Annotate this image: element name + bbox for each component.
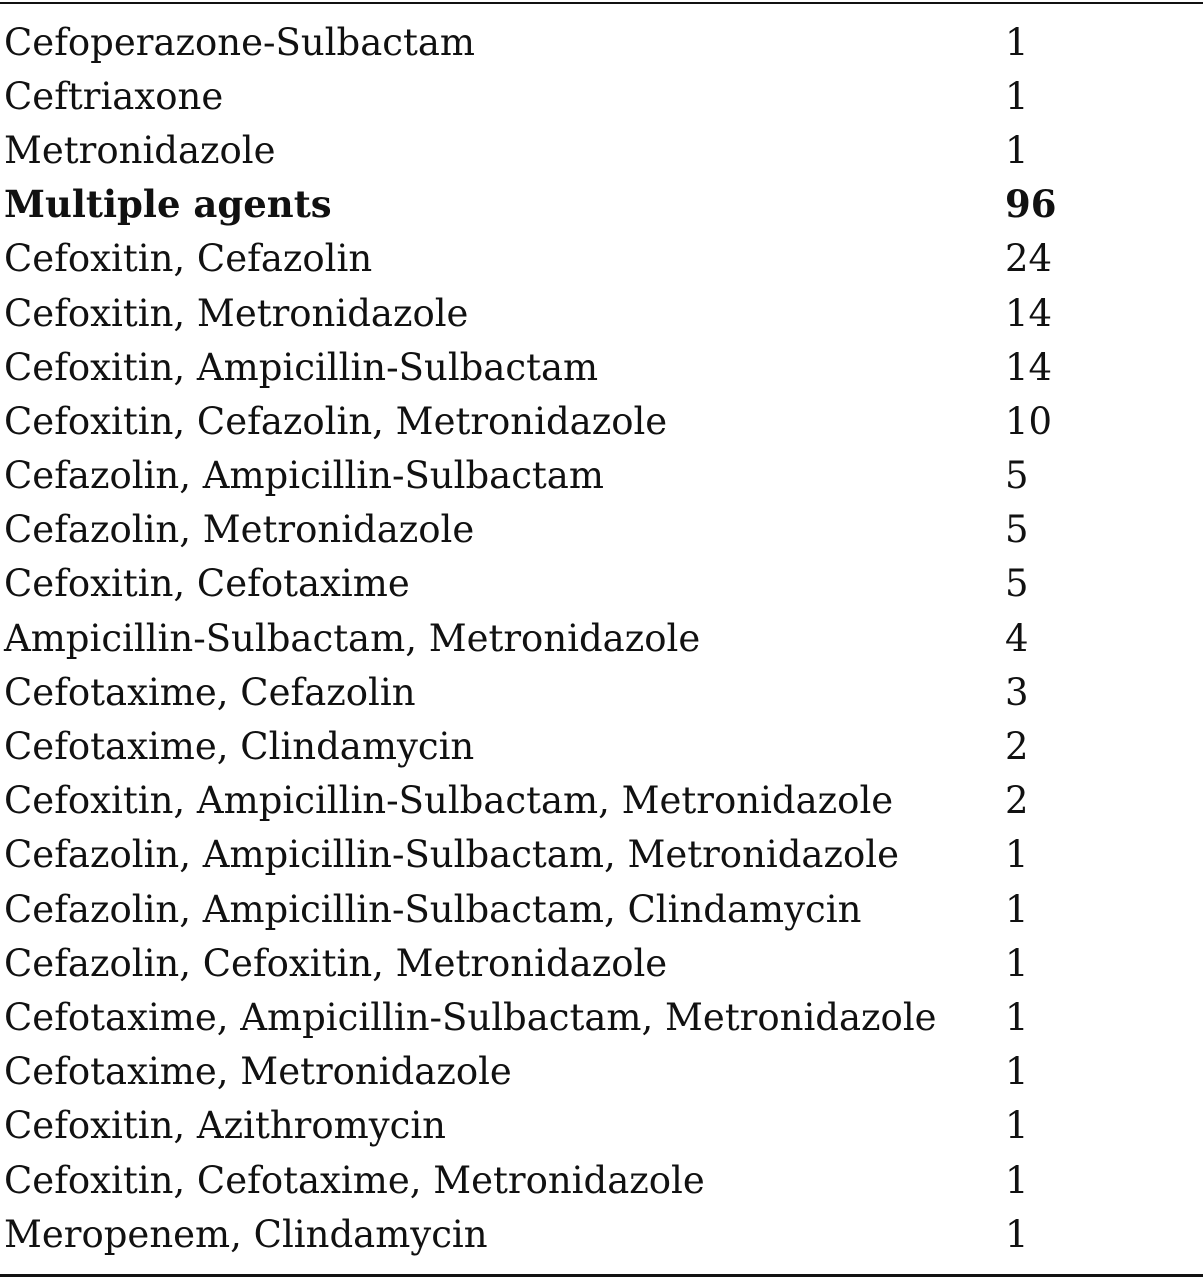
agent-name-cell: Metronidazole [4, 128, 276, 172]
agent-name-cell: Cefotaxime, Clindamycin [4, 725, 475, 769]
antibiotic-table [4, 15, 1105, 1261]
table-row [4, 286, 1105, 340]
agent-name-cell: Cefoxitin, Ampicillin-Sulbactam, Metronidazole [4, 779, 894, 823]
agent-name-cell: Cefoxitin, Cefazolin, Metronidazole [4, 399, 668, 443]
table-row [4, 719, 1105, 773]
count-cell: 5 [1005, 508, 1029, 552]
table-row [4, 340, 1105, 394]
agent-name-cell: Ampicillin-Sulbactam, Metronidazole [4, 616, 701, 660]
table-row [4, 394, 1105, 448]
table-row [4, 69, 1105, 123]
agent-name-cell: Ceftriaxone [4, 74, 224, 118]
table-row [4, 1153, 1105, 1207]
table-group-row [4, 178, 1105, 232]
agent-name-cell: Cefoxitin, Cefotaxime, Metronidazole [4, 1158, 705, 1202]
agent-name-cell: Cefazolin, Ampicillin-Sulbactam [4, 454, 604, 498]
count-cell: 5 [1005, 454, 1029, 498]
table-row [4, 557, 1105, 611]
count-cell: 1 [1005, 887, 1029, 931]
bottom-rule [0, 1274, 1203, 1277]
table-row [4, 1207, 1105, 1261]
table-row [4, 1045, 1105, 1099]
count-cell: 3 [1005, 670, 1029, 714]
count-cell: 5 [1005, 562, 1029, 606]
agent-name-cell: Cefazolin, Ampicillin-Sulbactam, Metronidazole [4, 833, 899, 877]
table-row [4, 611, 1105, 665]
count-cell: 1 [1005, 20, 1029, 64]
table-row [4, 665, 1105, 719]
agent-name-cell: Cefazolin, Ampicillin-Sulbactam, Clindamycin [4, 887, 862, 931]
table-row [4, 882, 1105, 936]
agent-name-cell: Cefazolin, Cefoxitin, Metronidazole [4, 941, 668, 985]
table-row [4, 123, 1105, 177]
count-cell: 1 [1005, 1212, 1029, 1256]
agent-name-cell: Cefotaxime, Ampicillin-Sulbactam, Metronidazole [4, 995, 937, 1039]
count-cell: 2 [1005, 725, 1029, 769]
agent-name-cell: Cefoxitin, Cefotaxime [4, 562, 410, 606]
count-cell: 96 [1005, 182, 1057, 227]
agent-name-cell: Multiple agents [4, 182, 332, 227]
table-row [4, 503, 1105, 557]
agent-name-cell: Meropenem, Clindamycin [4, 1212, 488, 1256]
count-cell: 4 [1005, 616, 1029, 660]
agent-name-cell: Cefoxitin, Metronidazole [4, 291, 469, 335]
table-body [4, 15, 1105, 1261]
count-cell: 1 [1005, 1158, 1029, 1202]
count-cell: 14 [1005, 291, 1053, 335]
table-row [4, 449, 1105, 503]
table-row [4, 828, 1105, 882]
table-row [4, 774, 1105, 828]
agent-name-cell: Cefoxitin, Cefazolin [4, 237, 373, 281]
count-cell: 1 [1005, 941, 1029, 985]
agent-name-cell: Cefazolin, Metronidazole [4, 508, 475, 552]
agent-name-cell: Cefoxitin, Ampicillin-Sulbactam [4, 345, 599, 389]
table-row [4, 936, 1105, 990]
count-cell: 1 [1005, 74, 1029, 118]
count-cell: 10 [1005, 399, 1053, 443]
count-cell: 24 [1005, 237, 1053, 281]
table-row [4, 990, 1105, 1044]
count-cell: 14 [1005, 345, 1053, 389]
table-row [4, 15, 1105, 69]
count-cell: 1 [1005, 128, 1029, 172]
table-row [4, 232, 1105, 286]
agent-name-cell: Cefoxitin, Azithromycin [4, 1104, 447, 1148]
count-cell: 1 [1005, 1050, 1029, 1094]
agent-name-cell: Cefotaxime, Metronidazole [4, 1050, 512, 1094]
agent-name-cell: Cefotaxime, Cefazolin [4, 670, 416, 714]
top-rule [0, 2, 1203, 4]
count-cell: 1 [1005, 833, 1029, 877]
count-cell: 1 [1005, 1104, 1029, 1148]
agent-name-cell: Cefoperazone-Sulbactam [4, 20, 475, 64]
table-row [4, 1099, 1105, 1153]
count-cell: 2 [1005, 779, 1029, 823]
count-cell: 1 [1005, 995, 1029, 1039]
